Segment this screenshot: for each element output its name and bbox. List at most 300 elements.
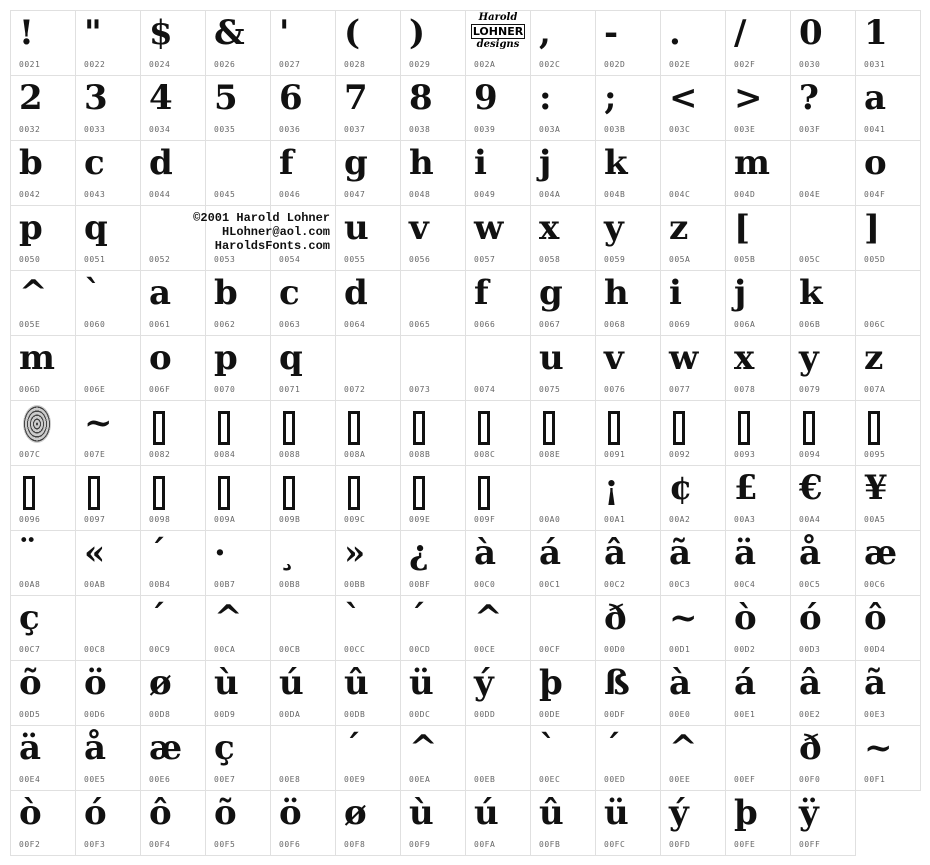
glyph-cell-0091[interactable]: [595, 400, 661, 466]
glyph-code: 007E: [84, 450, 106, 459]
glyph-preview: 9: [474, 78, 498, 118]
glyph-cell-00CD[interactable]: [400, 595, 466, 661]
glyph-code: 0042: [19, 190, 41, 199]
glyph-preview: w: [669, 338, 699, 378]
glyph-cell-00D6[interactable]: [75, 660, 141, 726]
glyph-code: 0064: [344, 320, 366, 329]
glyph-preview: ]: [864, 208, 881, 248]
glyph-code: 00F3: [84, 840, 106, 849]
glyph-cell-00A0[interactable]: [530, 465, 596, 531]
glyph-cell-00DA[interactable]: [270, 660, 336, 726]
glyph-cell-006F[interactable]: [140, 335, 206, 401]
glyph-cell-005E[interactable]: [10, 270, 76, 336]
glyph-cell-00B7[interactable]: [205, 530, 271, 596]
glyph-cell-00E3[interactable]: [855, 660, 921, 726]
glyph-cell-0088[interactable]: [270, 400, 336, 466]
logo-line1: Harold: [478, 12, 518, 23]
glyph-cell-00E0[interactable]: [660, 660, 726, 726]
glyph-cell-009E[interactable]: [400, 465, 466, 531]
glyph-code: 00DB: [344, 710, 366, 719]
glyph-cell-00F6[interactable]: [270, 790, 336, 856]
glyph-preview: ð: [799, 728, 822, 768]
glyph-cell-004C[interactable]: [660, 140, 726, 206]
glyph-code: 00B4: [149, 580, 171, 589]
glyph-cell-00FA[interactable]: [465, 790, 531, 856]
glyph-preview: á: [734, 663, 757, 703]
glyph-cell-008B[interactable]: [400, 400, 466, 466]
glyph-cell-0058[interactable]: [530, 205, 596, 271]
glyph-code: 0026: [214, 60, 236, 69]
glyph-code: 0092: [669, 450, 691, 459]
glyph-cell-008C[interactable]: [465, 400, 531, 466]
glyph-cell-00D0[interactable]: [595, 595, 661, 661]
glyph-cell-004D[interactable]: [725, 140, 791, 206]
glyph-preview: ü: [604, 793, 629, 833]
glyph-cell-0055[interactable]: [335, 205, 401, 271]
glyph-cell-0039[interactable]: [465, 75, 531, 141]
glyph-code: 00C7: [19, 645, 41, 654]
glyph-preview: k: [799, 273, 823, 313]
glyph-cell-0078[interactable]: [725, 335, 791, 401]
glyph-cell-0079[interactable]: [790, 335, 856, 401]
glyph-cell-00E8[interactable]: [270, 725, 336, 791]
glyph-cell-0096[interactable]: [10, 465, 76, 531]
glyph-preview: ´: [604, 728, 621, 768]
glyph-cell-0061[interactable]: [140, 270, 206, 336]
glyph-code: 0037: [344, 125, 366, 134]
glyph-cell-00B4[interactable]: [140, 530, 206, 596]
glyph-preview: ¨: [19, 533, 36, 573]
glyph-code: 0097: [84, 515, 106, 524]
glyph-cell-0029[interactable]: [400, 10, 466, 76]
glyph-cell-009C[interactable]: [335, 465, 401, 531]
glyph-code: 00A0: [539, 515, 561, 524]
glyph-preview: f: [279, 143, 294, 183]
glyph-code: 00F2: [19, 840, 41, 849]
glyph-cell-00E4[interactable]: [10, 725, 76, 791]
glyph-code: 00EA: [409, 775, 431, 784]
glyph-code: 00E4: [19, 775, 41, 784]
glyph-preview: o: [149, 338, 172, 378]
glyph-preview: ~: [669, 598, 698, 638]
glyph-preview: ¡: [604, 468, 619, 508]
glyph-preview: ´: [344, 728, 361, 768]
glyph-code: 009B: [279, 515, 301, 524]
glyph-code: 00EB: [474, 775, 496, 784]
glyph-cell-00FB[interactable]: [530, 790, 596, 856]
glyph-code: 00C4: [734, 580, 756, 589]
glyph-preview: &: [214, 13, 245, 53]
glyph-cell-00D8[interactable]: [140, 660, 206, 726]
glyph-cell-00C9[interactable]: [140, 595, 206, 661]
glyph-cell-0095[interactable]: [855, 400, 921, 466]
glyph-preview: ?: [799, 78, 819, 118]
glyph-cell-002A[interactable]: [465, 10, 531, 76]
glyph-preview: w: [474, 208, 504, 248]
glyph-cell-0024[interactable]: [140, 10, 206, 76]
glyph-cell-002F[interactable]: [725, 10, 791, 76]
glyph-code: 00E5: [84, 775, 106, 784]
glyph-cell-0098[interactable]: [140, 465, 206, 531]
glyph-code: 0065: [409, 320, 431, 329]
glyph-cell-0046[interactable]: [270, 140, 336, 206]
glyph-cell-008A[interactable]: [335, 400, 401, 466]
glyph-cell-0093[interactable]: [725, 400, 791, 466]
glyph-cell-00A1[interactable]: [595, 465, 661, 531]
glyph-cell-0026[interactable]: [205, 10, 271, 76]
glyph-cell-0067[interactable]: [530, 270, 596, 336]
glyph-cell-0077[interactable]: [660, 335, 726, 401]
glyph-cell-0027[interactable]: [270, 10, 336, 76]
glyph-cell-00C6[interactable]: [855, 530, 921, 596]
glyph-cell-0032[interactable]: [10, 75, 76, 141]
glyph-cell-005C[interactable]: [790, 205, 856, 271]
glyph-code: 0060: [84, 320, 106, 329]
glyph-preview: ): [409, 13, 426, 53]
glyph-cell-00ED[interactable]: [595, 725, 661, 791]
glyph-cell-003E[interactable]: [725, 75, 791, 141]
glyph-cell-00DE[interactable]: [530, 660, 596, 726]
glyph-code: 00D4: [864, 645, 886, 654]
glyph-cell-00E2[interactable]: [790, 660, 856, 726]
glyph-preview: 3: [84, 78, 108, 118]
glyph-code: 0021: [19, 60, 41, 69]
glyph-code: 00DE: [539, 710, 561, 719]
glyph-cell-00C7[interactable]: [10, 595, 76, 661]
glyph-code: 0068: [604, 320, 626, 329]
glyph-cell-006C[interactable]: [855, 270, 921, 336]
glyph-preview: ¿: [409, 533, 429, 573]
glyph-cell-006B[interactable]: [790, 270, 856, 336]
glyph-code: 00B8: [279, 580, 301, 589]
glyph-cell-005B[interactable]: [725, 205, 791, 271]
glyph-cell-0084[interactable]: [205, 400, 271, 466]
glyph-cell-0066[interactable]: [465, 270, 531, 336]
glyph-cell-009B[interactable]: [270, 465, 336, 531]
glyph-preview: x: [734, 338, 755, 378]
glyph-cell-0059[interactable]: [595, 205, 661, 271]
glyph-cell-0064[interactable]: [335, 270, 401, 336]
glyph-preview: h: [409, 143, 434, 183]
glyph-preview: þ: [539, 663, 563, 703]
glyph-cell-0068[interactable]: [595, 270, 661, 336]
glyph-cell-00F0[interactable]: [790, 725, 856, 791]
glyph-cell-00C8[interactable]: [75, 595, 141, 661]
glyph-cell-00FD[interactable]: [660, 790, 726, 856]
glyph-cell-00A5[interactable]: [855, 465, 921, 531]
glyph-code: 002C: [539, 60, 561, 69]
glyph-cell-0022[interactable]: [75, 10, 141, 76]
glyph-cell-00C4[interactable]: [725, 530, 791, 596]
glyph-preview: `: [539, 728, 556, 768]
glyph-cell-0070[interactable]: [205, 335, 271, 401]
glyph-cell-002E[interactable]: [660, 10, 726, 76]
glyph-code: 0033: [84, 125, 106, 134]
glyph-cell-00C1[interactable]: [530, 530, 596, 596]
glyph-preview: €: [799, 468, 823, 508]
glyph-cell-00D1[interactable]: [660, 595, 726, 661]
glyph-cell-00A8[interactable]: [10, 530, 76, 596]
glyph-cell-00F9[interactable]: [400, 790, 466, 856]
glyph-code: 0096: [19, 515, 41, 524]
glyph-cell-00E6[interactable]: [140, 725, 206, 791]
glyph-cell-00E1[interactable]: [725, 660, 791, 726]
glyph-preview: b: [214, 273, 238, 313]
glyph-cell-00F1[interactable]: [855, 725, 921, 791]
glyph-cell-0043[interactable]: [75, 140, 141, 206]
glyph-cell-003C[interactable]: [660, 75, 726, 141]
glyph-cell-00E9[interactable]: [335, 725, 401, 791]
glyph-cell-002C[interactable]: [530, 10, 596, 76]
glyph-preview: y: [799, 338, 819, 378]
glyph-preview: à: [474, 533, 497, 573]
glyph-cell-00DB[interactable]: [335, 660, 401, 726]
glyph-code: 00E3: [864, 710, 886, 719]
glyph-cell-0094[interactable]: [790, 400, 856, 466]
glyph-preview: ö: [279, 793, 302, 833]
glyph-cell-00EC[interactable]: [530, 725, 596, 791]
glyph-cell-007C[interactable]: [10, 400, 76, 466]
glyph-preview: m: [19, 338, 55, 378]
glyph-cell-0049[interactable]: [465, 140, 531, 206]
glyph-code: 0069: [669, 320, 691, 329]
glyph-cell-004F[interactable]: [855, 140, 921, 206]
glyph-code: 00A3: [734, 515, 756, 524]
glyph-preview: ^: [214, 598, 243, 638]
glyph-code: 00D1: [669, 645, 691, 654]
glyph-preview: ó: [799, 598, 822, 638]
glyph-cell-0072[interactable]: [335, 335, 401, 401]
glyph-code: 006D: [19, 385, 41, 394]
glyph-cell-0060[interactable]: [75, 270, 141, 336]
glyph-cell-00D2[interactable]: [725, 595, 791, 661]
glyph-code: 0050: [19, 255, 41, 264]
glyph-preview: ã: [669, 533, 692, 573]
glyph-cell-0069[interactable]: [660, 270, 726, 336]
glyph-cell-00A3[interactable]: [725, 465, 791, 531]
glyph-preview: a: [864, 78, 887, 118]
glyph-preview: .: [669, 13, 681, 53]
glyph-code: 0047: [344, 190, 366, 199]
glyph-code: 0061: [149, 320, 171, 329]
glyph-preview: ^: [474, 598, 503, 638]
glyph-cell-0037[interactable]: [335, 75, 401, 141]
glyph-cell-0050[interactable]: [10, 205, 76, 271]
glyph-cell-00E7[interactable]: [205, 725, 271, 791]
glyph-cell-00FE[interactable]: [725, 790, 791, 856]
glyph-cell-009A[interactable]: [205, 465, 271, 531]
glyph-preview: ^: [19, 273, 48, 313]
glyph-code: 0084: [214, 450, 236, 459]
glyph-code: 0054: [279, 255, 301, 264]
glyph-cell-0062[interactable]: [205, 270, 271, 336]
glyph-cell-007E[interactable]: [75, 400, 141, 466]
glyph-cell-0028[interactable]: [335, 10, 401, 76]
glyph-cell-00C0[interactable]: [465, 530, 531, 596]
glyph-cell-0056[interactable]: [400, 205, 466, 271]
glyph-cell-00DD[interactable]: [465, 660, 531, 726]
glyph-code: 004F: [864, 190, 886, 199]
glyph-cell-009F[interactable]: [465, 465, 531, 531]
glyph-code: 0075: [539, 385, 561, 394]
glyph-cell-00F5[interactable]: [205, 790, 271, 856]
glyph-cell-0092[interactable]: [660, 400, 726, 466]
glyph-cell-006E[interactable]: [75, 335, 141, 401]
glyph-cell-00F4[interactable]: [140, 790, 206, 856]
glyph-cell-0074[interactable]: [465, 335, 531, 401]
glyph-cell-00F2[interactable]: [10, 790, 76, 856]
glyph-cell-00EA[interactable]: [400, 725, 466, 791]
font-credits: [148, 211, 330, 253]
glyph-cell-00B8[interactable]: [270, 530, 336, 596]
glyph-cell-00F3[interactable]: [75, 790, 141, 856]
glyph-cell-0031[interactable]: [855, 10, 921, 76]
glyph-cell-0042[interactable]: [10, 140, 76, 206]
glyph-cell-00EE[interactable]: [660, 725, 726, 791]
glyph-code: 0036: [279, 125, 301, 134]
glyph-cell-00CC[interactable]: [335, 595, 401, 661]
glyph-code: 002E: [669, 60, 691, 69]
glyph-cell-0082[interactable]: [140, 400, 206, 466]
missing-glyph-box-icon: [218, 476, 230, 510]
glyph-cell-0033[interactable]: [75, 75, 141, 141]
glyph-cell-0045[interactable]: [205, 140, 271, 206]
glyph-cell-00DC[interactable]: [400, 660, 466, 726]
glyph-preview: ': [279, 13, 290, 53]
glyph-code: 0082: [149, 450, 171, 459]
glyph-cell-00A2[interactable]: [660, 465, 726, 531]
glyph-preview: q: [84, 208, 108, 248]
glyph-cell-007A[interactable]: [855, 335, 921, 401]
missing-glyph-box-icon: [738, 411, 750, 445]
glyph-cell-002D[interactable]: [595, 10, 661, 76]
glyph-cell-00F8[interactable]: [335, 790, 401, 856]
glyph-cell-00C3[interactable]: [660, 530, 726, 596]
glyph-cell-0073[interactable]: [400, 335, 466, 401]
glyph-cell-003A[interactable]: [530, 75, 596, 141]
glyph-cell-00FF[interactable]: [790, 790, 856, 856]
glyph-cell-0034[interactable]: [140, 75, 206, 141]
glyph-cell-00D4[interactable]: [855, 595, 921, 661]
glyph-cell-005A[interactable]: [660, 205, 726, 271]
glyph-cell-00CB[interactable]: [270, 595, 336, 661]
glyph-cell-0065[interactable]: [400, 270, 466, 336]
glyph-cell-00CF[interactable]: [530, 595, 596, 661]
glyph-cell-00C2[interactable]: [595, 530, 661, 596]
glyph-cell-0057[interactable]: [465, 205, 531, 271]
glyph-cell-00EB[interactable]: [465, 725, 531, 791]
glyph-cell-00FC[interactable]: [595, 790, 661, 856]
glyph-cell-0041[interactable]: [855, 75, 921, 141]
glyph-code: 0078: [734, 385, 756, 394]
glyph-cell-00CE[interactable]: [465, 595, 531, 661]
glyph-cell-0036[interactable]: [270, 75, 336, 141]
glyph-cell-003B[interactable]: [595, 75, 661, 141]
glyph-cell-003F[interactable]: [790, 75, 856, 141]
glyph-preview: b: [19, 143, 43, 183]
glyph-cell-00D3[interactable]: [790, 595, 856, 661]
glyph-preview: ¥: [864, 468, 888, 508]
glyph-code: 00CD: [409, 645, 431, 654]
glyph-cell-0021[interactable]: [10, 10, 76, 76]
glyph-code: 0074: [474, 385, 496, 394]
glyph-cell-004E[interactable]: [790, 140, 856, 206]
glyph-cell-00AB[interactable]: [75, 530, 141, 596]
glyph-cell-0051[interactable]: [75, 205, 141, 271]
glyph-preview: g: [344, 143, 368, 183]
glyph-cell-0035[interactable]: [205, 75, 271, 141]
glyph-preview: ã: [864, 663, 887, 703]
glyph-preview: ¸: [279, 533, 296, 573]
glyph-code: 0039: [474, 125, 496, 134]
glyph-preview: `: [84, 273, 101, 313]
glyph-cell-0030[interactable]: [790, 10, 856, 76]
glyph-code: 0062: [214, 320, 236, 329]
glyph-cell-004A[interactable]: [530, 140, 596, 206]
glyph-cell-0047[interactable]: [335, 140, 401, 206]
glyph-cell-005D[interactable]: [855, 205, 921, 271]
glyph-preview: õ: [19, 663, 42, 703]
glyph-code: 00FD: [669, 840, 691, 849]
glyph-preview: ~: [864, 728, 893, 768]
glyph-cell-00D9[interactable]: [205, 660, 271, 726]
glyph-cell-00A4[interactable]: [790, 465, 856, 531]
glyph-preview: ´: [149, 598, 166, 638]
glyph-code: 0063: [279, 320, 301, 329]
glyph-cell-0097[interactable]: [75, 465, 141, 531]
glyph-cell-00E5[interactable]: [75, 725, 141, 791]
glyph-preview: ": [84, 13, 102, 53]
glyph-code: 00C9: [149, 645, 171, 654]
glyph-cell-0063[interactable]: [270, 270, 336, 336]
glyph-cell-0076[interactable]: [595, 335, 661, 401]
glyph-code: 005D: [864, 255, 886, 264]
glyph-cell-00D5[interactable]: [10, 660, 76, 726]
glyph-cell-00BF[interactable]: [400, 530, 466, 596]
glyph-cell-00BB[interactable]: [335, 530, 401, 596]
glyph-preview: ´: [409, 598, 426, 638]
glyph-cell-00DF[interactable]: [595, 660, 661, 726]
glyph-code: 004A: [539, 190, 561, 199]
glyph-code: 008E: [539, 450, 561, 459]
glyph-cell-0075[interactable]: [530, 335, 596, 401]
glyph-preview: j: [539, 143, 552, 183]
glyph-cell-00C5[interactable]: [790, 530, 856, 596]
glyph-cell-006A[interactable]: [725, 270, 791, 336]
glyph-code: 00E2: [799, 710, 821, 719]
glyph-cell-0071[interactable]: [270, 335, 336, 401]
glyph-cell-0038[interactable]: [400, 75, 466, 141]
glyph-cell-006D[interactable]: [10, 335, 76, 401]
glyph-code: 00D0: [604, 645, 626, 654]
glyph-cell-00EF[interactable]: [725, 725, 791, 791]
glyph-code: 0029: [409, 60, 431, 69]
glyph-code: 00EF: [734, 775, 756, 784]
glyph-code: 0038: [409, 125, 431, 134]
glyph-code: 00DD: [474, 710, 496, 719]
glyph-cell-0048[interactable]: [400, 140, 466, 206]
glyph-cell-0044[interactable]: [140, 140, 206, 206]
glyph-cell-008E[interactable]: [530, 400, 596, 466]
glyph-cell-004B[interactable]: [595, 140, 661, 206]
missing-glyph-box-icon: [608, 411, 620, 445]
glyph-code: 0027: [279, 60, 301, 69]
glyph-code: 003C: [669, 125, 691, 134]
glyph-code: 00FE: [734, 840, 756, 849]
glyph-preview: 8: [409, 78, 433, 118]
glyph-cell-00CA[interactable]: [205, 595, 271, 661]
glyph-preview: ß: [604, 663, 630, 703]
